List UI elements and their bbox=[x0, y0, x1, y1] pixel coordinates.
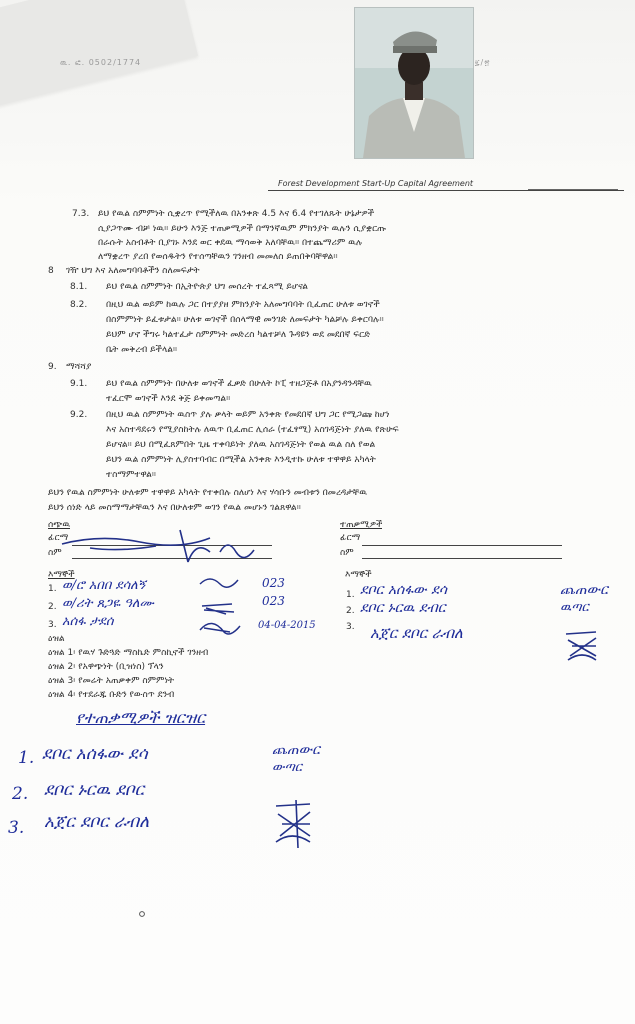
clause-8-1-num: 8.1. bbox=[70, 282, 88, 292]
annex-4: ዕዝል 4፡ የተደራጁ ቡድን የውስጥ ደንብ bbox=[48, 690, 175, 700]
annex-3: ዕዝል 3፡ የመሬት አጠቃቀም ስምምነት bbox=[48, 676, 175, 686]
right-witness-2-name: ደቦር ኑርዉ ደብር bbox=[360, 600, 446, 616]
left-witness-2-name: ወ/ሪት ጸጋዬ ዓለሙ bbox=[62, 596, 154, 611]
header-ref-number: ዉ. ፎ. 0502/1774 bbox=[60, 58, 142, 67]
annex-1: ዕዝል 1፡ የዉሃ ጉድጓድ ማስኬድ ምስኪኖች ገንዘብ bbox=[48, 648, 209, 658]
clause-8-2-line-1: በዚህ ዉል ወይም ከዉሉ ጋር በተያያዘ ምክንያት አለመግባባት ቢፈጠር ሁለቱ ወገኖች bbox=[106, 300, 380, 310]
closing-line-1: ይህን የዉል ስምምነት ሁለቱም ተዋዋይ አካላት የተቀበሉ ስለሆነ እና ሃሳቡን መብቱን በመረዳታቸዉ bbox=[48, 488, 368, 498]
clause-7-3-line-1: ይህ የዉል ስምምነት ሲቋረጥ የሚችለዉ በአንቀጽ 4.5 እና 6.4 የተገለጹት ሁኔታዎች bbox=[98, 209, 375, 219]
left-witness-2-num: 2. bbox=[48, 602, 57, 612]
left-witness-1-mark: 023 bbox=[262, 576, 285, 590]
section-8-heading: ገዥ ህግ እና አለመግባባቶችን ስለመፍታት bbox=[66, 266, 200, 276]
beneficiary-2-name: ደቦር ኑርዉ ደቦር bbox=[44, 780, 145, 800]
right-party-title: ተጠቃሚዎች bbox=[340, 520, 383, 530]
annex-label: ዕዝል bbox=[48, 634, 65, 644]
right-witness-heading: እማኞች bbox=[345, 570, 372, 580]
clause-9-1-num: 9.1. bbox=[70, 379, 88, 389]
section-9-heading: ማሻሻያ bbox=[66, 362, 92, 372]
clause-7-3-line-2: ሲያጋጥሙ ብቻ ነዉ። ይሁን እንጅ ተጠቃሚዎች በማንኛዉም ምክንያት ዉሉን ሲያቋርጡ bbox=[98, 224, 387, 234]
left-party-title: ሰጭዉ bbox=[48, 520, 71, 530]
right-party-name-label: ስም bbox=[340, 548, 354, 558]
person-photo-icon bbox=[355, 8, 473, 158]
right-witness-1-mark: ጨጠውር bbox=[560, 582, 608, 598]
title-rule bbox=[268, 190, 624, 191]
right-witness-2-mark: ዉጣር bbox=[560, 600, 589, 615]
clause-7-3-num: 7.3. bbox=[72, 209, 90, 219]
right-witness-3-num: 3. bbox=[346, 622, 355, 632]
clause-9-2-line-4: ይህን ዉል ስምምነት ሊያስተባብር በሚችል አንቀጽ እንዲተኩ ሁለቱ ተዋዋይ አካላት bbox=[106, 455, 376, 465]
right-party-signature-label: ፊርማ bbox=[340, 533, 361, 543]
closing-line-2: ይህን ሰነድ ላይ መስማማታቸዉን እና በሁለቱም ወገን የዉል መሆኑን ገልጸዋል። bbox=[48, 503, 301, 513]
clause-8-2-num: 8.2. bbox=[70, 300, 88, 310]
folded-corner bbox=[0, 0, 198, 111]
section-9-num: 9. bbox=[48, 362, 57, 372]
beneficiary-1-mark-extra: ውጣር bbox=[272, 760, 302, 775]
header-reference bbox=[60, 58, 620, 68]
left-witness-3-name: አሰፋ ታደሰ bbox=[62, 614, 114, 629]
beneficiary-3-signature-icon bbox=[270, 796, 318, 852]
left-party-signature-label: ፊርማ bbox=[48, 533, 69, 543]
left-witness-1-num: 1. bbox=[48, 584, 57, 594]
right-witness-3-name: አጀር ደቦር ራብለ bbox=[370, 624, 463, 642]
beneficiaries-heading: የተጠቃሚዎች ዝርዝር bbox=[76, 708, 206, 727]
left-party-signature-icon bbox=[60, 522, 270, 570]
right-witness-3-signature-icon bbox=[562, 626, 602, 666]
right-name-line bbox=[362, 558, 562, 559]
clause-9-2-num: 9.2. bbox=[70, 410, 88, 420]
clause-8-2-line-4: ቤት መቅረብ ይችላል። bbox=[106, 345, 178, 355]
beneficiary-1-name: ደቦር አሰፋው ደሳ bbox=[42, 744, 148, 764]
circle-mark-icon bbox=[138, 910, 146, 918]
clause-9-2-line-2: እና አስተዳደሩን የሚያስከትሉ ለዉጥ ቢፈጠር ሊሰራ (ተፈፃሚ) አስገዳጅነት ያለዉ የጽሁፍ bbox=[106, 425, 399, 435]
agreement-title: Forest Development Start-Up Capital Agreement bbox=[278, 179, 474, 188]
id-photo bbox=[354, 7, 474, 159]
left-witness-2-mark: 023 bbox=[262, 594, 285, 608]
annex-2: ዕዝል 2፡ የአዋጭነት (ቢዝነስ) ፕላን bbox=[48, 662, 164, 672]
clause-9-2-line-5: ተስማምተዋል። bbox=[106, 470, 157, 480]
beneficiary-1-num: 1. bbox=[18, 748, 35, 768]
right-witness-1-name: ደቦር አሰፋው ደሳ bbox=[360, 582, 447, 598]
left-witness-1-name: ወ/ሮ አበበ ደሳለኝ bbox=[62, 578, 146, 593]
title-blank bbox=[528, 189, 618, 190]
left-witness-3-num: 3. bbox=[48, 620, 57, 630]
right-signature-line bbox=[362, 545, 562, 546]
clause-7-3-line-4: ለማቋረጥ ያረበ የወሰዱትን የተሰጣቸዉን ገንዘብ መመለስ ይጠበቅባቸዋል። bbox=[98, 252, 338, 262]
clause-9-1-line-2: ተፈርሞ ወገኖች እንደ ቅጅ ይቀመጣል። bbox=[106, 394, 231, 404]
beneficiary-1-mark: ጨጠውር bbox=[272, 742, 320, 758]
clause-8-2-line-2: በስምምነት ይፈቱታል። ሁለቱ ወገኖች በሰላማዊ መንገድ ለመፍታት ካልቻሉ ይቀርባሉ። bbox=[106, 315, 384, 325]
clause-9-1-line-1: ይህ የዉል ስምምነት በሁለቱ ወገኖች ፈቃድ በሁለት ኮፒ ተዘጋጅቶ በአያንዳንዳቸዉ bbox=[106, 379, 372, 389]
beneficiary-3-name: አጀር ደቦር ራብለ bbox=[44, 812, 150, 832]
right-witness-2-num: 2. bbox=[346, 606, 355, 616]
header-page-mark: ፯/፳ bbox=[474, 58, 491, 67]
left-witness-3-mark: 04-04-2015 bbox=[258, 620, 316, 631]
section-8-num: 8 bbox=[48, 266, 54, 276]
left-party-name-label: ስም bbox=[48, 548, 62, 558]
clause-9-2-line-1: በዚህ ዉል ስምምነት ዉስጥ ያሉ ቃላት ወይም አንቀጽ የመደበኛ ህግ ጋር የሚጋጩ ከሆነ bbox=[106, 410, 390, 420]
beneficiary-3-num: 3. bbox=[8, 818, 25, 838]
left-witness-heading: እማኞች bbox=[48, 570, 75, 580]
clause-7-3-line-3: በራሱት አስብቶት ቢያገኑ እንደ ወር ቀደዉ ማሳወቅ አለባቸዉ። በተጨማሪም ዉሉ bbox=[98, 238, 363, 248]
right-witness-1-num: 1. bbox=[346, 590, 355, 600]
clause-8-1-line-1: ይህ የዉል ስምምነት በኢትዮጵያ ህግ መሰረት ተፈጻሚ ይሆናል bbox=[106, 282, 308, 292]
beneficiary-2-num: 2. bbox=[12, 784, 29, 804]
clause-8-2-line-3: ይህም ሆኖ ችግሩ ካልተፈታ ስምምነት መድረስ ካልተቻለ ጉዳዩን ወደ መደበኛ ፍርድ bbox=[106, 330, 371, 340]
clause-9-2-line-3: ይሆናል። ይህ በሚፈጸምበት ጊዜ ተቀባይነት ያለዉ አስገዳጅነት የወል ዉል ስለ የወል bbox=[106, 440, 376, 450]
left-witness-signatures-icon bbox=[196, 570, 246, 640]
